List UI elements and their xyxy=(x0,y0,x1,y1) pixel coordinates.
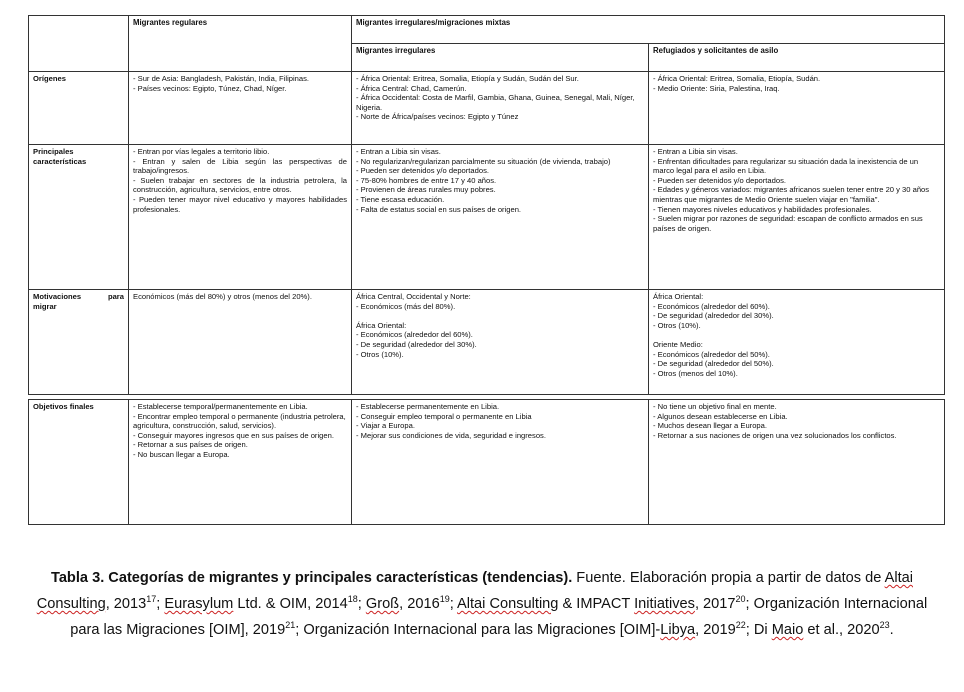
cell-line: - Edades y géneros variados: migrantes africanos suelen tener entre 20 y 30 años mientras que migrantes de Medio Oriente suelen viajar en "familia". xyxy=(653,185,930,204)
footnote-ref: 22 xyxy=(735,620,746,631)
header-row-top xyxy=(29,16,945,44)
caption-source: Groß xyxy=(365,596,400,612)
cell-gap xyxy=(356,311,644,321)
caption-source: Initiatives xyxy=(634,596,695,612)
row-label: Motivaciones para migrar xyxy=(29,290,129,395)
cell-line: - Muchos desean llegar a Europa. xyxy=(653,421,767,431)
cell-line: - Norte de África/países vecinos: Egipto y Túnez xyxy=(356,112,519,122)
row-objetivos xyxy=(29,400,945,525)
cell-irregular xyxy=(352,145,649,290)
cell-regular xyxy=(129,290,352,395)
cell-regular xyxy=(129,72,352,145)
header-irregular: Migrantes irregulares xyxy=(352,44,649,72)
cell-line: - Pueden ser detenidos y/o deportados. xyxy=(653,175,786,185)
cell-line: África Oriental: xyxy=(653,292,704,301)
cell-line: - Enfrentan dificultades para regularizar su situación dada la inexistencia de un marco legal para el asilo en Libia. xyxy=(653,156,919,176)
caption-text: . xyxy=(889,622,894,638)
row-label: Objetivos finales xyxy=(29,400,129,525)
cell-line: - De seguridad (alrededor del 30%). xyxy=(653,311,774,321)
cell-line: - No tiene un objetivo final en mente. xyxy=(653,402,777,411)
row-motivaciones xyxy=(29,290,945,395)
caption-text: , 2017 xyxy=(694,596,736,612)
caption-text: ; Organización Internacional para las Migraciones [OIM], 2019 xyxy=(70,596,928,638)
cell-line: - No regularizan/regularizan parcialmente su situación (de vivienda, trabajo) xyxy=(356,156,611,166)
cell-line: - Pueden tener mayor nivel educativo y mayores habilidades profesionales. xyxy=(133,194,347,214)
cell-line: África Central, Occidental y Norte: xyxy=(356,292,471,301)
caption-text: , 2016 xyxy=(399,596,440,612)
cell-refugees xyxy=(649,290,945,395)
caption-text: et al., 2020 xyxy=(803,622,880,638)
cell-line: - Suelen migrar por razones de seguridad: escapan de conflicto armados en sus países de origen. xyxy=(653,214,923,233)
cell-line: - Algunos desean establecerse en Libia. xyxy=(653,411,788,421)
cell-line: - Entran a Libia sin visas. xyxy=(356,147,441,156)
cell-line: - África Occidental: Costa de Marfil, Gambia, Ghana, Guinea, Senegal, Mali, Níger, Nigeria. xyxy=(356,93,635,112)
cell-line: - Falta de estatus social en sus países de origen. xyxy=(356,204,522,214)
cell-line: - No buscan llegar a Europa. xyxy=(133,449,230,459)
footnote-ref: 17 xyxy=(146,594,157,605)
caption-text: , 2013 xyxy=(105,596,147,612)
cell-line: Oriente Medio: xyxy=(653,339,703,349)
cell-line: - Económicos (alrededor del 50%). xyxy=(653,349,770,359)
caption-text: Ltd. & OIM, 2014 xyxy=(233,596,348,612)
cell-line: - Provienen de áreas rurales muy pobres. xyxy=(356,185,496,195)
cell-irregular xyxy=(352,290,649,395)
caption-source: Libya xyxy=(660,622,696,638)
cell-line: - Viajar a Europa. xyxy=(356,421,415,431)
caption-source: Altai Consulting xyxy=(36,570,913,612)
caption-text: ; xyxy=(357,596,366,612)
caption-text: Fuente. Elaboración propia a partir de datos de xyxy=(572,570,885,586)
header-regular: Migrantes regulares xyxy=(129,16,352,72)
row-label: Orígenes xyxy=(29,72,129,145)
row-origenes xyxy=(29,72,945,145)
cell-line: - Retornar a sus naciones de origen una vez solucionados los conflictos. xyxy=(653,430,897,440)
cell-line: - Otros (10%). xyxy=(356,349,404,359)
header-empty-cell xyxy=(29,16,129,72)
caption-text: ; Organización Internacional para las Migraciones [OIM]- xyxy=(295,622,661,638)
cell-regular xyxy=(129,145,352,290)
cell-line: - África Central: Chad, Camerún. xyxy=(356,83,467,93)
cell-line: - Sur de Asia: Bangladesh, Pakistán, India, Filipinas. xyxy=(133,74,310,83)
cell-line: - 75-80% hombres de entre 17 y 40 años. xyxy=(356,175,497,185)
footnote-ref: 19 xyxy=(439,594,450,605)
table-caption xyxy=(30,565,934,643)
cell-line: - Establecerse temporal/permanentemente en Libia. xyxy=(133,402,308,411)
cell-line: África Oriental: xyxy=(356,320,407,330)
cell-line: - África Oriental: Eritrea, Somalia, Etiopía y Sudán, Sudán del Sur. xyxy=(356,74,579,83)
caption-title: Tabla 3. Categorías de migrantes y principales características (tendencias). xyxy=(50,570,573,586)
cell-line: - Entran por vías legales a territorio libio. xyxy=(133,147,270,156)
caption-source: Maio xyxy=(771,622,804,638)
cell-line: - África Oriental: Eritrea, Somalia, Etiopía, Sudán. xyxy=(653,74,821,83)
footnote-ref: 21 xyxy=(285,620,296,631)
cell-line: - Medio Oriente: Siria, Palestina, Iraq. xyxy=(653,83,780,93)
cell-line: - Establecerse permanentemente en Libia. xyxy=(356,402,500,411)
cell-line: - Otros (menos del 10%). xyxy=(653,368,738,378)
cell-line: - Económicos (alrededor del 60%). xyxy=(356,330,473,340)
cell-line: - Conseguir empleo temporal o permanente en Libia xyxy=(356,411,532,421)
cell-line: - Entran a Libia sin visas. xyxy=(653,147,738,156)
cell-irregular xyxy=(352,72,649,145)
cell-line: - Retornar a sus países de origen. xyxy=(133,440,248,450)
cell-line: - Tienen mayores niveles educativos y habilidades profesionales. xyxy=(653,204,872,214)
cell-line: - Otros (10%). xyxy=(653,320,701,330)
cell-regular xyxy=(129,400,352,525)
cell-refugees xyxy=(649,145,945,290)
caption-text: , 2019 xyxy=(695,622,736,638)
migrant-categories-table xyxy=(28,15,945,525)
cell-line: - Conseguir mayores ingresos que en sus países de origen. xyxy=(133,430,334,440)
caption-text: ; Di xyxy=(745,622,772,638)
header-mixed: Migrantes irregulares/migraciones mixtas xyxy=(352,16,945,44)
caption-text: & IMPACT xyxy=(558,596,635,612)
footnote-ref: 20 xyxy=(735,594,746,605)
footnote-ref: 18 xyxy=(347,594,358,605)
header-refugees: Refugiados y solicitantes de asilo xyxy=(649,44,945,72)
row-label: Principales características xyxy=(29,145,129,290)
caption-text: ; xyxy=(156,596,165,612)
caption-source: Altai Consulting xyxy=(457,596,559,612)
row-caracteristicas xyxy=(29,145,945,290)
cell-line: Económicos (más del 80%) y otros (menos del 20%). xyxy=(133,292,312,301)
cell-line: - Mejorar sus condiciones de vida, seguridad e ingresos. xyxy=(356,430,546,440)
cell-line: - De seguridad (alrededor del 50%). xyxy=(653,359,774,369)
cell-refugees xyxy=(649,400,945,525)
footnote-ref: 23 xyxy=(879,620,890,631)
cell-line: - Económicos (más del 80%). xyxy=(356,301,456,311)
cell-line: - Encontrar empleo temporal o permanente (industria petrolera, agricultura, construcción, salud, servicios). xyxy=(133,411,346,431)
cell-line: - Tiene escasa educación. xyxy=(356,194,445,204)
cell-line: - Entran y salen de Libia según las perspectivas de trabajo/ingresos. xyxy=(133,156,347,176)
cell-line: - Países vecinos: Egipto, Túnez, Chad, Níger. xyxy=(133,83,287,93)
cell-line: - Suelen trabajar en sectores de la industria petrolera, la construcción, agricultura, servicios, entre otros. xyxy=(133,175,347,195)
caption-text: ; xyxy=(449,596,458,612)
cell-irregular xyxy=(352,400,649,525)
caption-source: Eurasylum xyxy=(164,596,234,612)
cell-gap xyxy=(653,330,940,340)
cell-line: - De seguridad (alrededor del 30%). xyxy=(356,339,477,349)
cell-line: - Económicos (alrededor del 60%). xyxy=(653,301,770,311)
cell-line: - Pueden ser detenidos y/o deportados. xyxy=(356,166,489,176)
cell-refugees xyxy=(649,72,945,145)
